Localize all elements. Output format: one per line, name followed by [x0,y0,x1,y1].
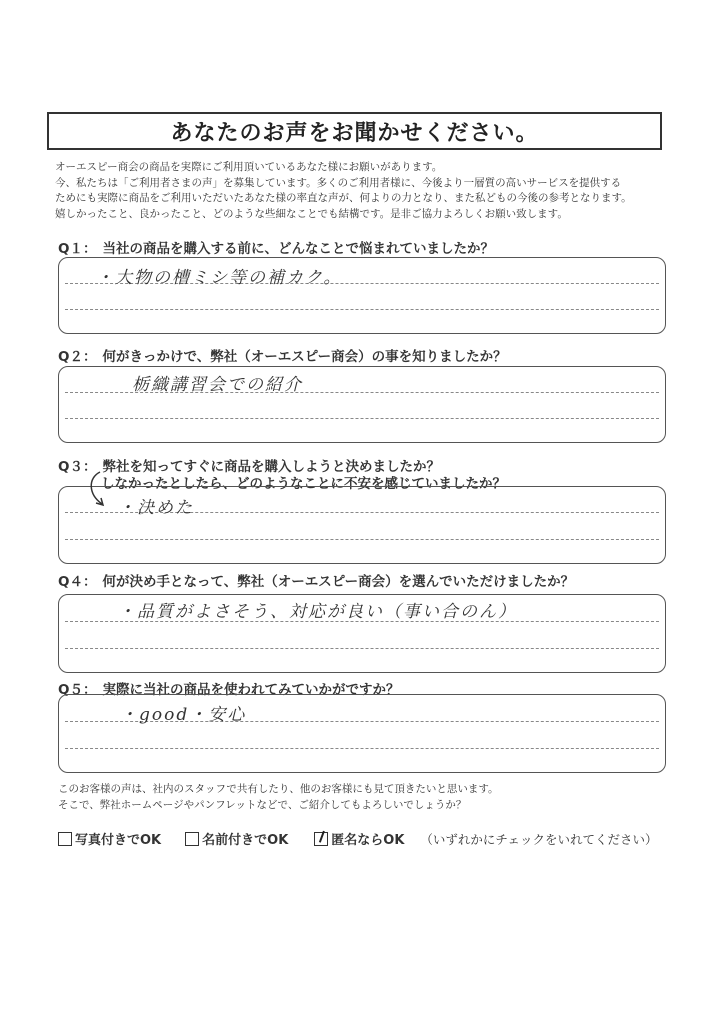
options-note: （いずれかにチェックをいれてください） [420,831,658,847]
handwritten-answer-2: 栃織講習会での紹介 [132,375,303,395]
intro-line: オーエスピー商会の商品を実際にご利用頂いているあなた様にお願いがあります。 [55,161,443,173]
question-4 [58,570,574,590]
consent-options [58,829,658,848]
page-title: あなたのお声をお聞かせください。 [170,120,539,146]
option-name[interactable] [185,829,288,848]
handwritten-answer-3: ・決めた [118,498,194,518]
checkbox-name[interactable] [185,832,199,846]
question-text: 何が決め手となって、弊社（オーエスピー商会）を選んでいただけましたか？ [102,574,575,590]
intro-text [55,160,695,222]
question-text: 実際に当社の商品を使われてみていかがですか？ [102,682,400,698]
intro-line: 嬉しかったこと、良かったこと、どのような些細なことでも結構です。是非ご協力よろしくお願い致します。 [55,207,568,220]
question-text: 弊社を知ってすぐに商品を購入しようと決めましたか？ [102,459,440,475]
handwritten-answer-5: ・good・安心 [120,705,247,725]
option-label: 匿名ならOK [331,833,405,848]
question-number: Q５： [58,682,97,698]
option-photo[interactable] [58,829,161,848]
option-label: 名前付きでOK [202,833,289,848]
question-3-sub: しなかったとしたら、どのようなことに不安を感じていましたか？ [101,476,506,492]
handwritten-answer-1: ・大物の槽ミシ等の補カク。 [96,268,343,288]
question-1 [58,237,494,257]
option-label: 写真付きでOK [75,833,162,848]
intro-line: ためにも実際に商品をご利用いただいたあなた様の率直な声が、何よりの力となり、また私どもの今後の参考となります。 [55,192,632,204]
title-box [47,112,662,150]
footer-line: このお客様の声は、社内のスタッフで共有したり、他のお客様にも見て頂きたいと思います。 [58,783,499,795]
question-number: Q１： [58,241,97,257]
intro-line: 今、私たちは「ご利用者さまの声」を募集しています。多くのご利用者様に、今後より一層質の高いサービスを提供する [55,176,622,189]
ruled-line [65,648,659,649]
ruled-line [65,748,659,749]
consent-text [58,781,498,813]
handwritten-answer-4: ・品質がよさそう、対応が良い（事い合のん） [118,602,517,622]
arrow-icon [84,470,114,510]
question-text: 当社の商品を購入する前に、どんなことで悩まれていましたか？ [102,241,494,257]
question-number: Q２： [58,349,97,365]
ruled-line [65,418,659,419]
ruled-line [65,539,659,540]
option-anonymous[interactable] [314,829,404,848]
footer-line: そこで、弊社ホームページやパンフレットなどで、ご紹介してもよろしいでしょうか？ [58,799,467,811]
question-number: Q４： [58,574,97,590]
question-2 [58,345,507,365]
checkbox-anonymous[interactable] [314,832,328,846]
checkbox-photo[interactable] [58,832,72,846]
ruled-line [65,309,659,310]
question-text: 何がきっかけで、弊社（オーエスピー商会）の事を知りましたか？ [102,349,507,365]
question-number: Q３： [58,459,97,475]
